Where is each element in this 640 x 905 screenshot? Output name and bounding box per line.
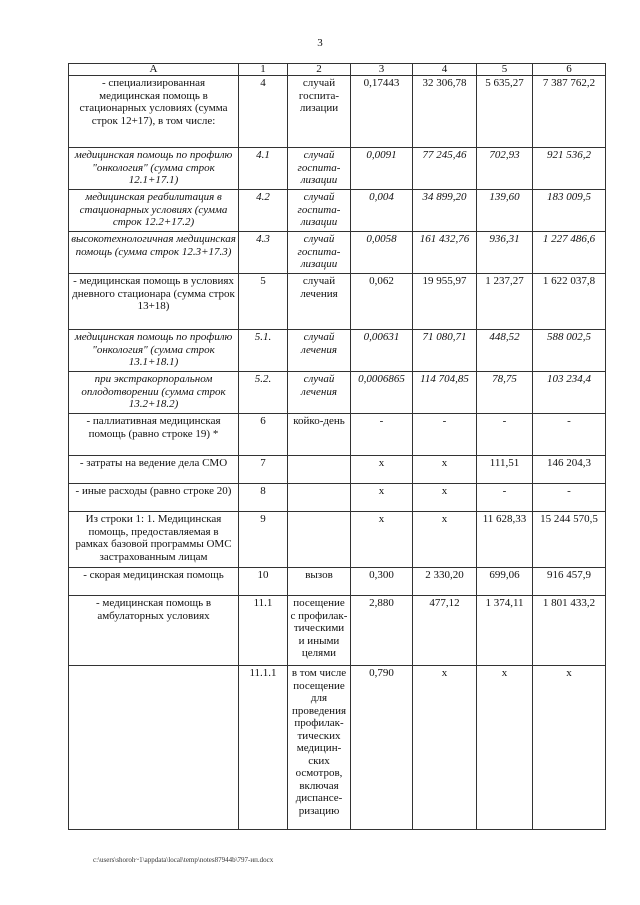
- table-cell: 1 227 486,6: [533, 232, 606, 274]
- table-row: [69, 330, 606, 372]
- table-cell: случай госпита-лизации: [288, 232, 351, 274]
- table-cell: случай лечения: [288, 372, 351, 414]
- table-cell: случай госпита-лизации: [288, 76, 351, 148]
- table-cell: х: [351, 512, 413, 568]
- table-cell: в том числе посещение для проведения профилак-тических медицин-ских осмотров, включая диспансе-ризацию: [288, 666, 351, 830]
- table-cell: случай госпита-лизации: [288, 148, 351, 190]
- table-cell: -: [477, 484, 533, 512]
- table-cell: - специализированная медицинская помощь в стационарных условиях (сумма строк 12+17), в том числе:: [69, 76, 239, 148]
- table-cell: 477,12: [413, 596, 477, 666]
- table-cell: - медицинская помощь в условиях дневного стационара (сумма строк 13+18): [69, 274, 239, 330]
- table-row: [69, 148, 606, 190]
- table-cell: 103 234,4: [533, 372, 606, 414]
- table-cell: 5.1.: [239, 330, 288, 372]
- table-cell: 11.1.1: [239, 666, 288, 830]
- header-cell: 3: [351, 64, 413, 76]
- table-cell: 10: [239, 568, 288, 596]
- table-cell: [288, 512, 351, 568]
- table-cell: -: [533, 484, 606, 512]
- table-cell: х: [477, 666, 533, 830]
- table-cell: 936,31: [477, 232, 533, 274]
- header-cell: 6: [533, 64, 606, 76]
- table-cell: медицинская реабилитация в стационарных условиях (сумма строк 12.2+17.2): [69, 190, 239, 232]
- table-cell: х: [413, 456, 477, 484]
- table-cell: 0,300: [351, 568, 413, 596]
- table-cell: 139,60: [477, 190, 533, 232]
- table-cell: случай госпита-лизации: [288, 190, 351, 232]
- table-cell: 111,51: [477, 456, 533, 484]
- table-row: [69, 232, 606, 274]
- table-cell: [69, 666, 239, 830]
- table-cell: 448,52: [477, 330, 533, 372]
- table-cell: 1 237,27: [477, 274, 533, 330]
- table-cell: 588 002,5: [533, 330, 606, 372]
- table-cell: 0,17443: [351, 76, 413, 148]
- table-cell: 77 245,46: [413, 148, 477, 190]
- table-cell: 114 704,85: [413, 372, 477, 414]
- table-cell: 1 374,11: [477, 596, 533, 666]
- table-cell: 4.3: [239, 232, 288, 274]
- table-row: [69, 666, 606, 830]
- table-cell: Из строки 1: 1. Медицинская помощь, предоставляемая в рамках базовой программы ОМС застрахованным лицам: [69, 512, 239, 568]
- header-cell: 4: [413, 64, 477, 76]
- table-row: [69, 274, 606, 330]
- table-cell: высокотехнологичная медицинская помощь (сумма строк 12.3+17.3): [69, 232, 239, 274]
- table-cell: 78,75: [477, 372, 533, 414]
- table-row: [69, 596, 606, 666]
- table-cell: вызов: [288, 568, 351, 596]
- table-cell: х: [351, 484, 413, 512]
- table-cell: 2,880: [351, 596, 413, 666]
- header-cell: 2: [288, 64, 351, 76]
- table-cell: 2 330,20: [413, 568, 477, 596]
- table-cell: 32 306,78: [413, 76, 477, 148]
- table-cell: койко-день: [288, 414, 351, 456]
- table-row: [69, 512, 606, 568]
- table-cell: -: [351, 414, 413, 456]
- table-cell: 4: [239, 76, 288, 148]
- table-row: [69, 456, 606, 484]
- table-cell: 161 432,76: [413, 232, 477, 274]
- table-cell: 34 899,20: [413, 190, 477, 232]
- table-cell: 5.2.: [239, 372, 288, 414]
- table-cell: 146 204,3: [533, 456, 606, 484]
- table-cell: х: [413, 512, 477, 568]
- table-cell: при экстракорпоральном оплодотворении (сумма строк 13.2+18.2): [69, 372, 239, 414]
- table-cell: 702,93: [477, 148, 533, 190]
- table-cell: - скорая медицинская помощь: [69, 568, 239, 596]
- table-cell: 7 387 762,2: [533, 76, 606, 148]
- table-cell: х: [413, 484, 477, 512]
- table-cell: 7: [239, 456, 288, 484]
- table-cell: 9: [239, 512, 288, 568]
- table-cell: х: [351, 456, 413, 484]
- table-cell: случай лечения: [288, 274, 351, 330]
- table-header-row: [69, 64, 606, 76]
- table-cell: 11 628,33: [477, 512, 533, 568]
- table-cell: - затраты на ведение дела СМО: [69, 456, 239, 484]
- table-cell: 5 635,27: [477, 76, 533, 148]
- table-cell: 11.1: [239, 596, 288, 666]
- table-cell: 0,062: [351, 274, 413, 330]
- table-cell: 8: [239, 484, 288, 512]
- table-row: [69, 414, 606, 456]
- table-cell: 0,004: [351, 190, 413, 232]
- table-cell: медицинская помощь по профилю "онкология" (сумма строк 12.1+17.1): [69, 148, 239, 190]
- table-cell: 0,00631: [351, 330, 413, 372]
- table-cell: случай лечения: [288, 330, 351, 372]
- table-cell: -: [477, 414, 533, 456]
- table-cell: 921 536,2: [533, 148, 606, 190]
- table-cell: 4.2: [239, 190, 288, 232]
- table-row: [69, 372, 606, 414]
- table-cell: -: [413, 414, 477, 456]
- table-cell: 71 080,71: [413, 330, 477, 372]
- table-cell: -: [533, 414, 606, 456]
- file-path-footer: c:\users\shoroh~1\appdata\local\temp\notes87944b\797-ип.docx: [93, 856, 274, 864]
- header-cell: А: [69, 64, 239, 76]
- table-cell: медицинская помощь по профилю "онкология" (сумма строк 13.1+18.1): [69, 330, 239, 372]
- table-cell: - паллиативная медицинская помощь (равно строке 19) *: [69, 414, 239, 456]
- table-cell: х: [533, 666, 606, 830]
- table-cell: 6: [239, 414, 288, 456]
- table-cell: 5: [239, 274, 288, 330]
- table-cell: 19 955,97: [413, 274, 477, 330]
- table-cell: 699,06: [477, 568, 533, 596]
- table-cell: 1 801 433,2: [533, 596, 606, 666]
- header-cell: 5: [477, 64, 533, 76]
- table-cell: 0,790: [351, 666, 413, 830]
- table-cell: [288, 456, 351, 484]
- header-cell: 1: [239, 64, 288, 76]
- table-cell: 15 244 570,5: [533, 512, 606, 568]
- table-row: [69, 484, 606, 512]
- table-cell: 183 009,5: [533, 190, 606, 232]
- table-cell: 0,0058: [351, 232, 413, 274]
- table-cell: 0,0006865: [351, 372, 413, 414]
- table-cell: посещение с профилак-тическими и иными целями: [288, 596, 351, 666]
- table-cell: 0,0091: [351, 148, 413, 190]
- table-row: [69, 76, 606, 148]
- table-cell: - медицинская помощь в амбулаторных условиях: [69, 596, 239, 666]
- table-cell: 1 622 037,8: [533, 274, 606, 330]
- table-cell: 916 457,9: [533, 568, 606, 596]
- table-row: [69, 568, 606, 596]
- table-cell: х: [413, 666, 477, 830]
- tariff-table: [68, 63, 606, 830]
- table-cell: 4.1: [239, 148, 288, 190]
- table-cell: - иные расходы (равно строке 20): [69, 484, 239, 512]
- table-row: [69, 190, 606, 232]
- page-number: 3: [317, 37, 323, 49]
- table-cell: [288, 484, 351, 512]
